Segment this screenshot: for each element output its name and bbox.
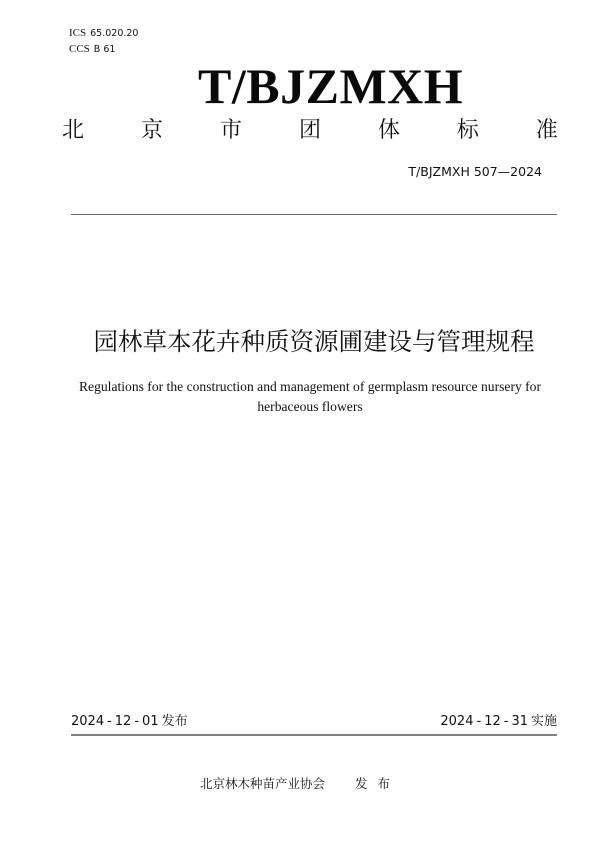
publisher-action: 发布 (355, 776, 401, 791)
date-separator: - (503, 714, 509, 729)
standard-type-char: 京 (140, 118, 163, 143)
standard-code-prefix: T/BJZMXH (198, 58, 464, 114)
issue-label: 发布 (161, 714, 188, 729)
ics-classification (69, 27, 138, 40)
standard-type-char: 市 (219, 118, 242, 143)
standard-type-char: 北 (62, 118, 85, 143)
issue-day: 01 (142, 714, 159, 729)
ics-value: 65.020.20 (90, 28, 139, 39)
implementation-date (440, 713, 557, 731)
publisher-name: 北京林木种苗产业协会 (199, 776, 325, 791)
standard-type-char: 标 (456, 118, 479, 143)
issue-year: 2024 (71, 714, 105, 729)
implementation-year: 2024 (440, 714, 474, 729)
title-english-line-2: herbaceous flowers (257, 399, 363, 414)
issue-month: 12 (114, 714, 132, 729)
standard-type (62, 117, 558, 145)
header-divider (71, 214, 557, 215)
standard-type-char: 准 (535, 118, 558, 143)
issue-date (71, 713, 188, 731)
standard-type-char: 体 (377, 118, 400, 143)
standard-type-char: 团 (298, 118, 321, 143)
publisher (0, 775, 600, 793)
date-separator: - (107, 714, 112, 729)
ccs-value: B 61 (93, 44, 116, 55)
document-title-english (60, 377, 560, 417)
ccs-label: CCS (69, 43, 90, 55)
ics-label: ICS (69, 27, 87, 39)
implementation-month: 12 (484, 714, 501, 729)
implementation-day: 31 (511, 714, 528, 729)
implementation-label: 实施 (530, 714, 557, 729)
title-english-line-1: Regulations for the construction and management of germplasm resource nursery for (78, 379, 542, 394)
document-title-chinese: 园林草本花卉种质资源圃建设与管理规程 (93, 327, 535, 356)
date-separator: - (476, 714, 482, 729)
standard-number: T/BJZMXH 507—2024 (408, 164, 542, 179)
date-separator: - (134, 714, 140, 729)
ccs-classification (69, 43, 115, 56)
footer-divider (71, 734, 557, 736)
